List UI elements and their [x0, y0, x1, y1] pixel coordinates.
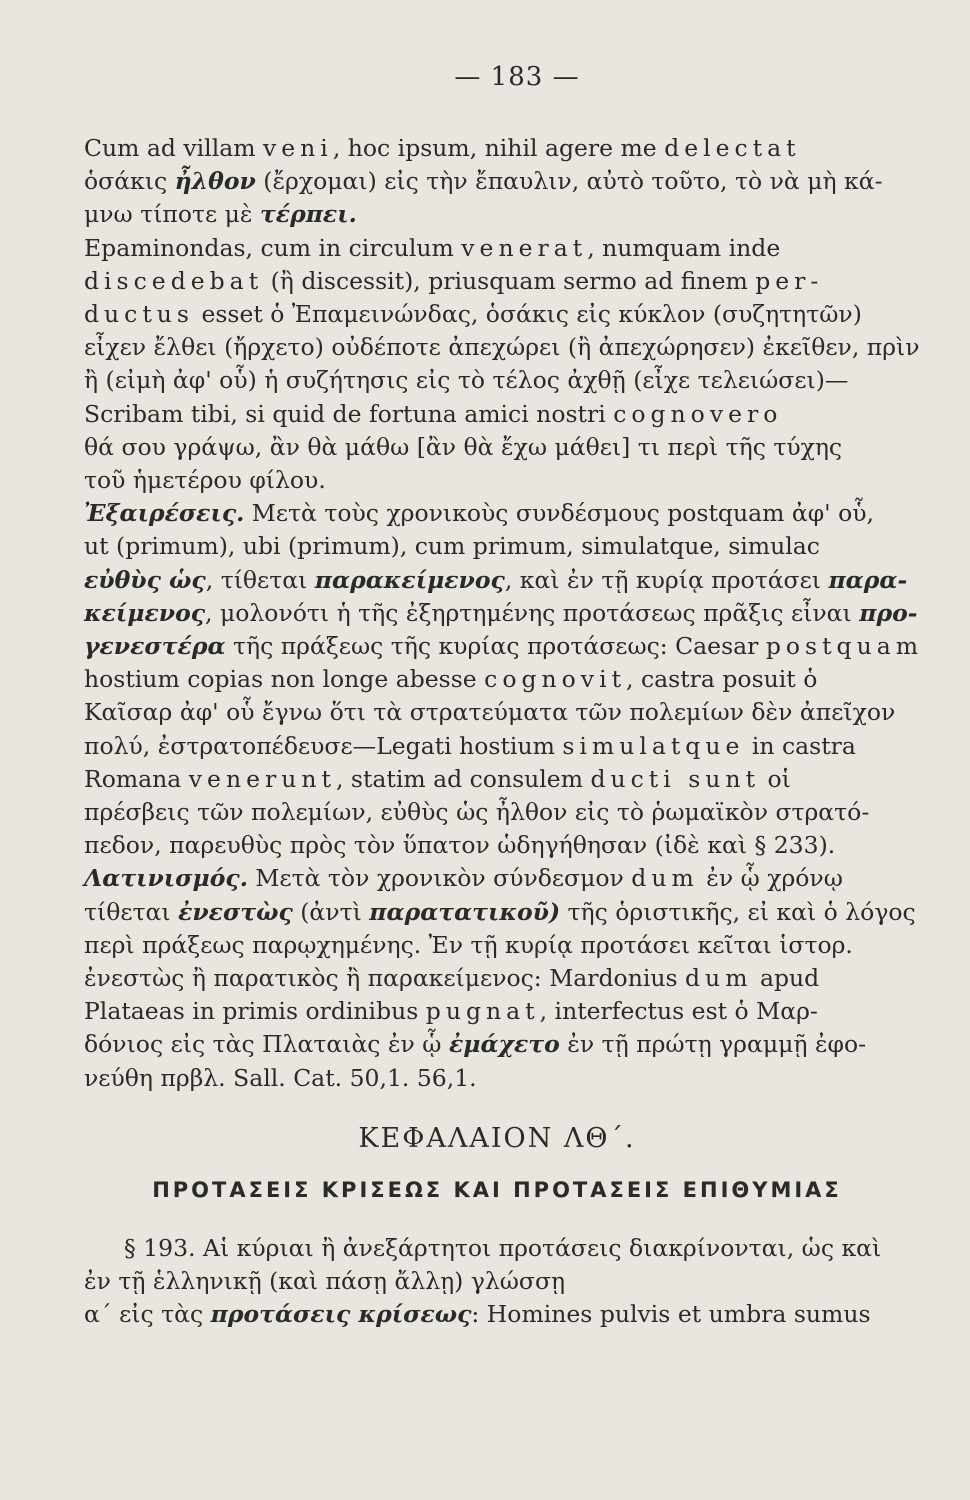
- page-number: — 183 —: [454, 62, 580, 92]
- text-run: ἐν τῇ πρώτῃ γραμμῇ ἐφο-: [559, 1030, 867, 1059]
- text-line: [84, 796, 910, 829]
- text-line: [84, 1298, 910, 1331]
- text-run: ut (primum), ubi (primum), cum primum, simulatque, simulac: [84, 532, 820, 561]
- text-run: , numquam inde: [587, 233, 781, 262]
- emphasis-run: κείμενος: [84, 598, 206, 627]
- emphasis-run: προτάσεις κρίσεως: [210, 1300, 472, 1329]
- text-line: [84, 630, 924, 663]
- spaced-run: cognovit: [484, 665, 627, 694]
- emphasis-run: Λατινισμός.: [84, 864, 248, 893]
- text-run: θά σου γράψω, ἂν θὰ μάθω [ἂν θὰ ἔχω μάθει] τι περὶ τῆς τύχης: [84, 432, 843, 461]
- text-run: πολύ, ἐστρατοπέδευσε—Legati hostium: [84, 731, 563, 760]
- text-run: τοῦ ἡμετέρου φίλου.: [84, 466, 326, 495]
- text-line: [84, 730, 910, 763]
- text-run: apud: [752, 964, 820, 993]
- emphasis-run: ἐμάχετο: [448, 1030, 560, 1059]
- text-line: [84, 497, 910, 530]
- text-run: in castra: [744, 731, 856, 760]
- spaced-run: dum: [631, 864, 699, 893]
- text-run: Romana: [84, 764, 189, 793]
- text-run: Scribam tibi, si quid de fortuna amici nostri: [84, 399, 614, 428]
- spaced-run: ductus: [84, 300, 194, 329]
- text-line: [84, 298, 910, 331]
- emphasis-run: παρατατικοῦ): [369, 897, 561, 926]
- text-line: [84, 896, 916, 929]
- text-run: , statim ad consulem: [335, 764, 591, 793]
- text-line: [84, 862, 910, 895]
- text-run: μνω τίποτε μὲ: [84, 200, 260, 229]
- emphasis-run: ἐνεστὼς: [178, 897, 293, 926]
- text-line: [84, 763, 910, 796]
- section-heading: ΠΡΟΤΑΣΕΙΣ ΚΡΙΣΕΩΣ ΚΑΙ ΠΡΟΤΑΣΕΙΣ ΕΠΙΘΥΜΙΑΣ: [152, 1177, 842, 1202]
- text-line: [84, 331, 920, 364]
- text-line: [84, 1232, 910, 1265]
- text-run: hostium copias non longe abesse: [84, 665, 485, 694]
- body-text: [84, 132, 924, 1095]
- spaced-run: pugnat: [425, 997, 540, 1026]
- text-run: ὁσάκις: [84, 167, 175, 196]
- text-run: νεύθη πρβλ. Sall. Cat. 50,1. 56,1.: [84, 1063, 477, 1092]
- text-run: : Homines pulvis et umbra sumus: [471, 1300, 871, 1329]
- text-run: α΄ εἰς τὰς: [84, 1300, 211, 1329]
- emphasis-run: εὐθὺς ὡς: [84, 565, 206, 594]
- text-line: [84, 464, 910, 497]
- text-run: οἱ: [760, 764, 791, 793]
- text-run: esset ὁ Ἐπαμεινώνδας, ὁσάκις εἰς κύκλον (συζητητῶν): [193, 300, 862, 329]
- text-run: Καῖσαρ ἀφ' οὗ ἔγνω ὅτι τὰ στρατεύματα τῶν πολεμίων δὲν ἀπεῖχον: [84, 698, 896, 727]
- emphasis-run: ἦλθον: [174, 167, 256, 196]
- text-run: πρέσβεις τῶν πολεμίων, εὐθὺς ὡς ἦλθον εἰς τὸ ῥωμαϊκὸν στρατό-: [84, 798, 870, 827]
- spaced-run: dum: [685, 964, 753, 993]
- text-run: , interfectus est ὁ Μαρ-: [539, 997, 818, 1026]
- spaced-run: cognovero: [613, 399, 783, 428]
- text-run: τίθεται: [84, 897, 179, 926]
- chapter-heading: ΚΕΦΑΛΑΙΟΝ ΛΘ΄.: [358, 1122, 636, 1154]
- text-run: τῆς ὁριστικῆς, εἰ καὶ ὁ λόγος: [560, 897, 916, 926]
- text-run: , καὶ ἐν τῇ κυρίᾳ προτάσει: [504, 565, 829, 594]
- text-run: , hoc ipsum, nihil agere me: [332, 134, 665, 162]
- text-line: [84, 232, 910, 265]
- text-run: Plataeas in primis ordinibus: [84, 997, 426, 1026]
- section-text: [84, 1232, 910, 1332]
- text-line: [84, 431, 910, 464]
- text-run: § 193. Αἱ κύριαι ἢ ἀνεξάρτητοι προτάσεις διακρίνονται, ὡς καὶ: [124, 1233, 882, 1262]
- text-run: (ἢ discessit), priusquam sermo ad finem: [263, 266, 756, 295]
- emphasis-run: Ἐξαιρέσεις.: [84, 499, 245, 528]
- text-run: , μολονότι ἡ τῆς ἐξηρτημένης προτάσεως πρᾶξις εἶναι: [205, 598, 860, 627]
- text-line: [84, 929, 910, 962]
- text-line: [84, 829, 910, 862]
- text-line: [84, 165, 910, 198]
- text-run: τῆς πράξεως τῆς κυρίας προτάσεως: Caesar: [225, 632, 766, 661]
- spaced-run: veni: [262, 134, 333, 162]
- text-line: [84, 198, 910, 231]
- emphasis-run: προ-: [859, 598, 918, 627]
- spaced-run: postquam: [765, 632, 924, 661]
- text-line: [84, 398, 910, 431]
- text-run: Μετὰ τὸν χρονικὸν σύνδεσμον: [247, 864, 632, 893]
- spaced-run: delectat: [664, 134, 801, 162]
- text-run: , castra posuit ὁ: [626, 665, 818, 694]
- text-run: ἐν τῇ ἑλληνικῇ (καὶ πάσῃ ἄλλῃ) γλώσσῃ: [84, 1267, 566, 1296]
- text-run: περὶ πράξεως παρῳχημένης. Ἐν τῇ κυρίᾳ προτάσει κεῖται ἱστορ.: [84, 930, 853, 959]
- text-run: εἶχεν ἔλθει (ἤρχετο) οὐδέποτε ἀπεχώρει (ἢ ἀπεχώρησεν) ἐκεῖθεν, πρὶν: [84, 333, 920, 362]
- text-run: Epaminondas, cum in circulum: [84, 233, 462, 262]
- text-run: Μετὰ τοὺς χρονικοὺς συνδέσμους postquam ἀφ' οὗ,: [244, 499, 875, 528]
- text-line: [84, 962, 910, 995]
- text-run: ἐν ᾧ χρόνῳ: [698, 864, 843, 893]
- text-line: [84, 696, 910, 729]
- text-line: [84, 530, 910, 563]
- spaced-run: venerat: [461, 233, 588, 262]
- spaced-run: per-: [755, 266, 824, 295]
- text-run: , τίθεται: [205, 565, 315, 594]
- text-line: [84, 132, 910, 165]
- text-line: [84, 1062, 910, 1095]
- spaced-run: venerunt: [188, 764, 336, 793]
- text-line: [84, 1265, 910, 1298]
- text-line: [84, 564, 910, 597]
- text-run: δόνιος εἰς τὰς Πλαταιὰς ἐν ᾧ: [84, 1030, 449, 1059]
- text-run: ἢ (εἰμὴ ἀφ' οὗ) ἡ συζήτησις εἰς τὸ τέλος ἀχθῇ (εἶχε τελειώσει)—: [84, 366, 849, 395]
- spaced-run: simulatque: [562, 731, 745, 760]
- emphasis-run: γενεστέρα: [84, 632, 226, 661]
- text-line: [84, 265, 910, 298]
- emphasis-run: παρακείμενος: [314, 565, 505, 594]
- text-line: [84, 364, 910, 397]
- text-line: [84, 995, 910, 1028]
- text-run: πεδον, παρευθὺς πρὸς τὸν ὕπατον ὡδηγήθησαν (ἰδὲ καὶ § 233).: [84, 831, 836, 860]
- text-run: Cum ad villam: [84, 134, 263, 162]
- text-line: [84, 597, 918, 630]
- spaced-run: ducti sunt: [590, 764, 761, 793]
- spaced-run: discedebat: [84, 266, 264, 295]
- emphasis-run: παρα-: [828, 565, 908, 594]
- text-run: ἐνεστὼς ἢ παρατικὸς ἢ παρακείμενος: Mardonius: [84, 964, 686, 993]
- text-run: (ἀντὶ: [292, 897, 370, 926]
- emphasis-run: τέρπει.: [260, 200, 357, 229]
- text-line: [84, 663, 910, 696]
- text-run: (ἔρχομαι) εἰς τὴν ἔπαυλιν, αὐτὸ τοῦτο, τὸ νὰ μὴ κά-: [255, 167, 883, 196]
- text-line: [84, 1028, 910, 1061]
